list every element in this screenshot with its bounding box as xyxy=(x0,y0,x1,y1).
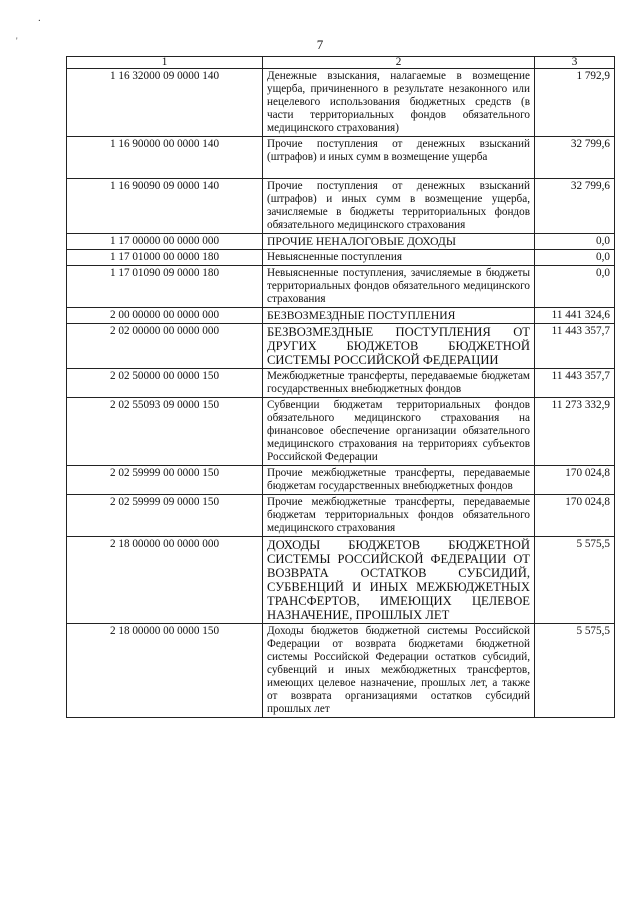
table-row xyxy=(67,324,615,369)
revenue-name: Межбюджетные трансферты, передаваемые бюджетам государственных внебюджетных фондов xyxy=(263,369,535,398)
budget-code: 1 16 90090 09 0000 140 xyxy=(67,179,263,234)
revenue-name: БЕЗВОЗМЕЗДНЫЕ ПОСТУПЛЕНИЯ ОТ ДРУГИХ БЮДЖЕТОВ БЮДЖЕТНОЙ СИСТЕМЫ РОССИЙСКОЙ ФЕДЕРАЦИИ xyxy=(263,324,535,369)
table-row xyxy=(67,624,615,718)
revenue-table xyxy=(66,56,615,718)
budget-code: 1 17 01000 00 0000 180 xyxy=(67,250,263,266)
column-header: 2 xyxy=(263,57,535,69)
budget-code: 2 02 59999 09 0000 150 xyxy=(67,495,263,537)
amount: 32 799,6 xyxy=(535,179,615,234)
budget-code: 2 18 00000 00 0000 150 xyxy=(67,624,263,718)
revenue-name: Невыясненные поступления xyxy=(263,250,535,266)
revenue-name: ДОХОДЫ БЮДЖЕТОВ БЮДЖЕТНОЙ СИСТЕМЫ РОССИЙСКОЙ ФЕДЕРАЦИИ ОТ ВОЗВРАТА ОСТАТКОВ СУБСИДИЙ, СУБВЕНЦИЙ И ИНЫХ МЕЖБЮДЖЕТНЫХ ТРАНСФЕРТОВ, ИМЕЮЩИХ ЦЕЛЕВОЕ НАЗНАЧЕНИЕ, ПРОШЛЫХ ЛЕТ xyxy=(263,537,535,624)
table-row xyxy=(67,234,615,250)
amount: 11 443 357,7 xyxy=(535,324,615,369)
revenue-name: Денежные взыскания, налагаемые в возмещение ущерба, причиненного в результате незаконного или нецелевого использования бюджетных средств (в части территориальных фондов обязательного медицинского страхования) xyxy=(263,69,535,137)
table-row xyxy=(67,266,615,308)
revenue-name: ПРОЧИЕ НЕНАЛОГОВЫЕ ДОХОДЫ xyxy=(263,234,535,250)
table-row xyxy=(67,537,615,624)
amount: 170 024,8 xyxy=(535,495,615,537)
revenue-name: Прочие межбюджетные трансферты, передаваемые бюджетам государственных внебюджетных фондов xyxy=(263,466,535,495)
amount: 0,0 xyxy=(535,250,615,266)
budget-code: 2 02 59999 00 0000 150 xyxy=(67,466,263,495)
budget-code: 2 02 55093 09 0000 150 xyxy=(67,398,263,466)
table-row xyxy=(67,179,615,234)
amount: 1 792,9 xyxy=(535,69,615,137)
page-number: 7 xyxy=(316,37,324,52)
margin-mark-tick: ' xyxy=(16,36,18,46)
amount: 11 441 324,6 xyxy=(535,308,615,324)
margin-mark-dot: . xyxy=(38,12,41,24)
amount: 5 575,5 xyxy=(535,624,615,718)
budget-code: 2 02 00000 00 0000 000 xyxy=(67,324,263,369)
amount: 11 443 357,7 xyxy=(535,369,615,398)
budget-code: 1 17 00000 00 0000 000 xyxy=(67,234,263,250)
table-row xyxy=(67,369,615,398)
column-header: 1 xyxy=(67,57,263,69)
revenue-name: Прочие поступления от денежных взысканий (штрафов) и иных сумм в возмещение ущерба, зачисляемые в бюджеты территориальных фондов обязательного медицинского страхования xyxy=(263,179,535,234)
amount: 5 575,5 xyxy=(535,537,615,624)
budget-code: 2 18 00000 00 0000 000 xyxy=(67,537,263,624)
amount: 0,0 xyxy=(535,234,615,250)
revenue-name: Субвенции бюджетам территориальных фондов обязательного медицинского страхования на финансовое обеспечение организации обязательного медицинского страхования на территориях субъектов Российской Федерации xyxy=(263,398,535,466)
amount: 0,0 xyxy=(535,266,615,308)
table-row xyxy=(67,137,615,179)
revenue-name: Прочие межбюджетные трансферты, передаваемые бюджетам территориальных фондов обязательного медицинского страхования xyxy=(263,495,535,537)
amount: 170 024,8 xyxy=(535,466,615,495)
amount: 32 799,6 xyxy=(535,137,615,179)
revenue-name: Доходы бюджетов бюджетной системы Российской Федерации от возврата бюджетами бюджетной системы Российской Федерации остатков субсидий, субвенций и иных межбюджетных трансфертов, имеющих целевое назначение, прошлых лет, а также от возврата организациями остатков субсидий прошлых лет xyxy=(263,624,535,718)
table-row xyxy=(67,398,615,466)
revenue-name: Невыясненные поступления, зачисляемые в бюджеты территориальных фондов обязательного медицинского страхования xyxy=(263,266,535,308)
table-row xyxy=(67,495,615,537)
budget-code: 2 00 00000 00 0000 000 xyxy=(67,308,263,324)
table-row xyxy=(67,250,615,266)
table-row xyxy=(67,69,615,137)
table-row xyxy=(67,466,615,495)
amount: 11 273 332,9 xyxy=(535,398,615,466)
budget-code: 1 16 90000 00 0000 140 xyxy=(67,137,263,179)
table-row xyxy=(67,308,615,324)
revenue-name: БЕЗВОЗМЕЗДНЫЕ ПОСТУПЛЕНИЯ xyxy=(263,308,535,324)
budget-code: 1 16 32000 09 0000 140 xyxy=(67,69,263,137)
revenue-name: Прочие поступления от денежных взысканий (штрафов) и иных сумм в возмещение ущерба xyxy=(263,137,535,179)
budget-code: 1 17 01090 09 0000 180 xyxy=(67,266,263,308)
column-header: 3 xyxy=(535,57,615,69)
table-header-row xyxy=(67,57,615,69)
budget-code: 2 02 50000 00 0000 150 xyxy=(67,369,263,398)
